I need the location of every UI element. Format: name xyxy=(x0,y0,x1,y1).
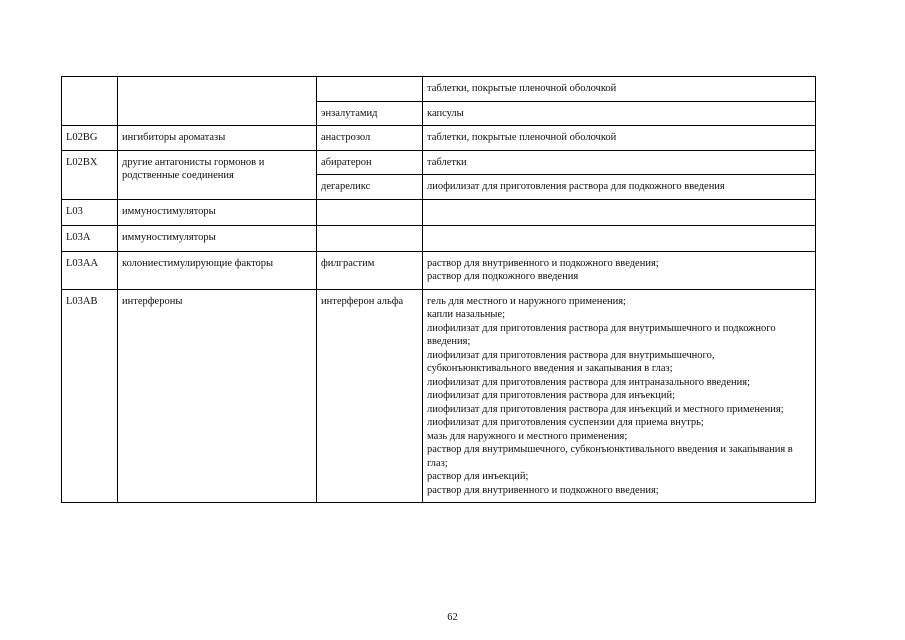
dosage-form-cell xyxy=(423,101,816,126)
table-row xyxy=(62,199,816,225)
dosage-form-cell xyxy=(423,289,816,503)
page-number: 62 xyxy=(447,612,458,623)
dosage-form-line: лиофилизат для приготовления раствора для интраназального введения; xyxy=(427,376,751,388)
dosage-form-line: лиофилизат для приготовления раствора для внутримышечного, субконъюнктивального введения и закапывания в глаз; xyxy=(427,349,715,374)
dosage-form-line: таблетки, покрытые пленочной оболочкой xyxy=(427,132,617,143)
inn-cell xyxy=(317,225,423,251)
table-row xyxy=(62,126,816,151)
table-row xyxy=(62,225,816,251)
dosage-form-cell xyxy=(423,225,816,251)
atc-code-cell xyxy=(62,77,118,126)
dosage-form-line: лиофилизат для приготовления раствора для подкожного введения xyxy=(427,181,725,192)
dosage-form-line: лиофилизат для приготовления раствора для внутримышечного и подкожного введения; xyxy=(427,322,776,347)
dosage-form-cell xyxy=(423,150,816,175)
dosage-form-line: таблетки xyxy=(427,156,467,168)
dosage-form-line: раствор для внутривенного и подкожного введения; xyxy=(427,484,659,496)
group-name-cell: интерфероны xyxy=(118,289,317,503)
table-row xyxy=(62,77,816,102)
group-name-cell xyxy=(118,77,317,126)
inn-cell: филграстим xyxy=(317,251,423,289)
atc-code-cell: L03AB xyxy=(62,289,118,503)
atc-code-cell: L03 xyxy=(62,199,118,225)
dosage-form-line: лиофилизат для приготовления суспензии для приема внутрь; xyxy=(427,417,704,428)
dosage-form-line: лиофилизат для приготовления раствора для инъекций и местного применения; xyxy=(427,403,784,415)
group-name-cell: иммуностимуляторы xyxy=(118,225,317,251)
group-name-cell: колониестимулирующие факторы xyxy=(118,251,317,289)
dosage-form-line: лиофилизат для приготовления раствора для инъекций; xyxy=(427,390,676,401)
dosage-form-line: раствор для внутримышечного, субконъюнктивального введения и закапывания в глаз; xyxy=(427,444,793,469)
inn-cell xyxy=(317,77,423,102)
inn-cell: абиратерон xyxy=(317,150,423,175)
dosage-form-line: капли назальные; xyxy=(427,309,506,320)
atc-code-cell: L03AA xyxy=(62,251,118,289)
dosage-form-line: капсулы xyxy=(427,107,464,119)
dosage-form-line: раствор для подкожного введения xyxy=(427,271,579,282)
dosage-form-cell xyxy=(423,175,816,200)
dosage-form-line: раствор для внутривенного и подкожного введения; xyxy=(427,257,659,269)
dosage-form-cell xyxy=(423,77,816,102)
inn-cell: интерферон альфа xyxy=(317,289,423,503)
inn-cell xyxy=(317,199,423,225)
dosage-form-line: гель для местного и наружного применения; xyxy=(427,295,626,307)
table-row xyxy=(62,289,816,503)
table-row xyxy=(62,251,816,289)
dosage-form-line: таблетки, покрытые пленочной оболочкой xyxy=(427,83,617,94)
drug-classification-table xyxy=(61,76,816,503)
dosage-form-cell xyxy=(423,199,816,225)
dosage-form-cell xyxy=(423,126,816,151)
inn-cell: энзалутамид xyxy=(317,101,423,126)
group-name-cell: иммуностимуляторы xyxy=(118,199,317,225)
dosage-form-line: раствор для инъекций; xyxy=(427,471,529,482)
atc-code-cell: L02BX xyxy=(62,150,118,199)
inn-cell: дегареликс xyxy=(317,175,423,200)
atc-code-cell: L02BG xyxy=(62,126,118,151)
dosage-form-line: мазь для наружного и местного применения; xyxy=(427,430,628,442)
atc-code-cell: L03A xyxy=(62,225,118,251)
inn-cell: анастрозол xyxy=(317,126,423,151)
table-row xyxy=(62,150,816,175)
group-name-cell: другие антагонисты гормонов и родственные соединения xyxy=(118,150,317,199)
dosage-form-cell xyxy=(423,251,816,289)
group-name-cell: ингибиторы ароматазы xyxy=(118,126,317,151)
